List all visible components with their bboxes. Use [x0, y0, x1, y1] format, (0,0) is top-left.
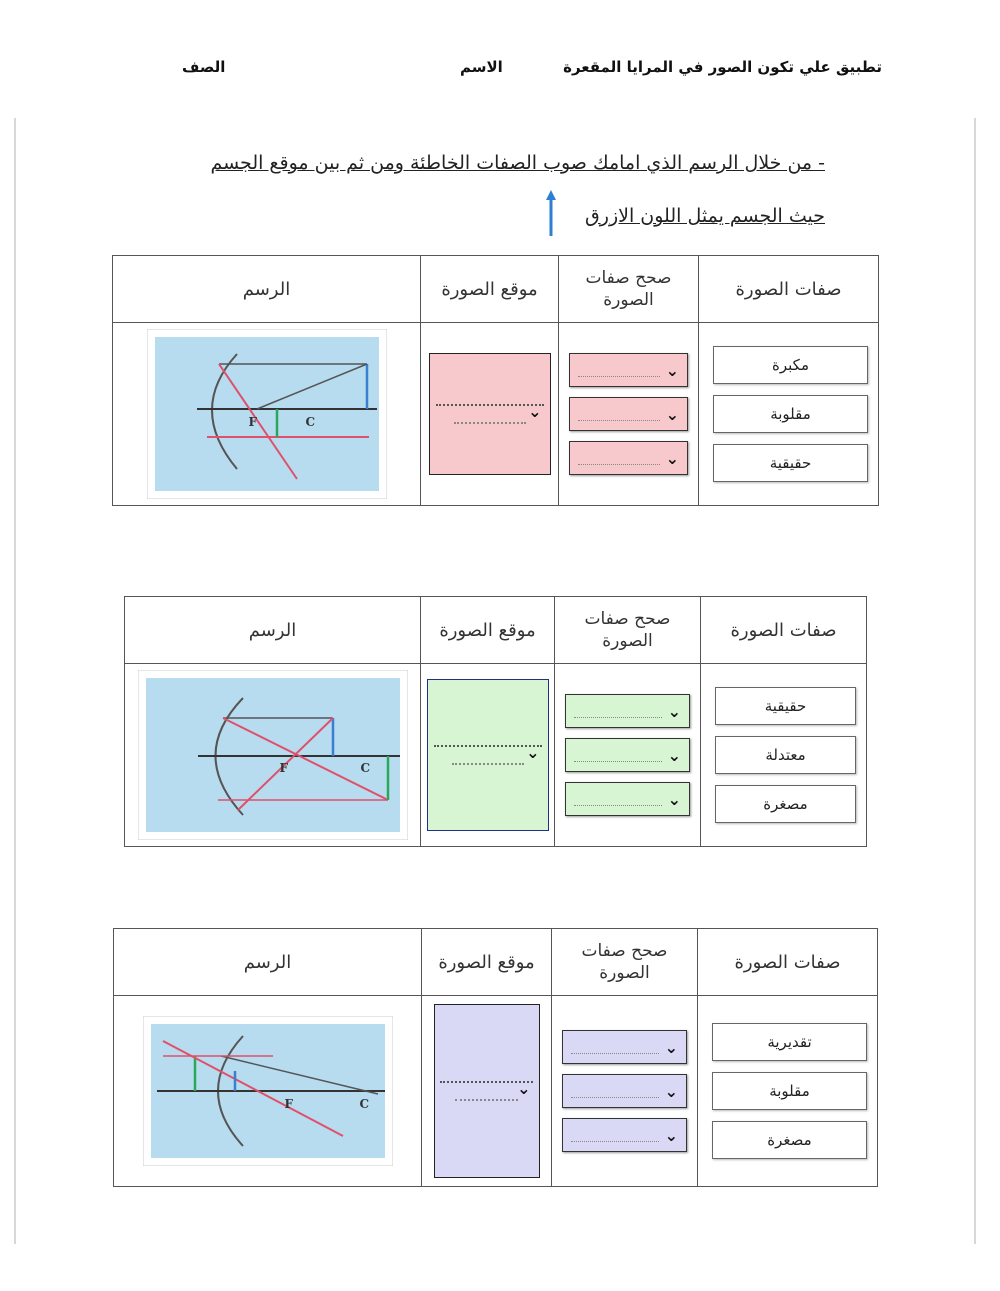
table-row — [125, 664, 867, 847]
location-cell — [422, 996, 552, 1187]
correction-dropdown[interactable] — [569, 441, 688, 475]
chevron-down-icon: ⌄ — [664, 1125, 678, 1145]
correction-dropdown[interactable] — [562, 1118, 687, 1152]
correction-dropdown[interactable] — [562, 1030, 687, 1064]
chevron-down-icon: ⌄ — [667, 701, 681, 721]
chevron-down-icon: ⌄ — [667, 745, 681, 765]
correction-dropdown[interactable] — [569, 353, 688, 387]
header-properties: صفات الصورة — [701, 597, 867, 664]
table-header-row — [113, 256, 879, 323]
instruction-line-2: حيث الجسم يمثل اللون الازرق — [585, 205, 825, 227]
chevron-down-icon: ⌄ — [528, 402, 542, 421]
object-arrow-icon — [546, 190, 556, 236]
location-cell — [421, 664, 555, 847]
table-header-row — [125, 597, 867, 664]
mirror-ray-diagram-1 — [147, 329, 387, 499]
correction-dropdown[interactable] — [565, 694, 690, 728]
correction-dropdown[interactable] — [565, 738, 690, 772]
header-image-location: موقع الصورة — [421, 597, 555, 664]
header-correct-properties: صحح صفات الصورة — [555, 597, 701, 664]
chevron-down-icon: ⌄ — [517, 1079, 531, 1098]
focus-label: F — [278, 761, 288, 775]
focus-label: F — [247, 415, 257, 429]
property-box: معتدلة — [715, 736, 856, 774]
property-box: مصغرة — [715, 785, 856, 823]
header-correct-properties: صحح صفات الصورة — [552, 929, 698, 996]
location-cell — [421, 323, 559, 506]
center-label: C — [359, 761, 370, 775]
header-drawing: الرسم — [113, 256, 421, 323]
drawing-cell — [114, 996, 422, 1187]
correction-dropdown[interactable] — [565, 782, 690, 816]
property-box: مكبرة — [713, 346, 868, 384]
property-box: تقديرية — [712, 1023, 867, 1061]
header-drawing: الرسم — [114, 929, 422, 996]
mirror-ray-diagram-3 — [143, 1016, 393, 1166]
chevron-down-icon: ⌄ — [664, 1037, 678, 1057]
name-label: الاسم — [460, 58, 503, 76]
table-row — [113, 323, 879, 506]
header-properties: صفات الصورة — [699, 256, 879, 323]
worksheet-title: تطبيق علي تكون الصور في المرايا المقعرة — [563, 58, 882, 76]
correction-cell — [559, 323, 699, 506]
correction-cell — [552, 996, 698, 1187]
instruction-line-1: - من خلال الرسم الذي امامك صوب الصفات الخاطئة ومن ثم بين موقع الجسم — [210, 152, 825, 174]
worksheet-table-2 — [124, 596, 867, 847]
property-box: مقلوبة — [712, 1072, 867, 1110]
chevron-down-icon: ⌄ — [665, 404, 679, 424]
worksheet-table-1 — [112, 255, 879, 506]
header-correct-properties: صحح صفات الصورة — [559, 256, 699, 323]
properties-cell — [701, 664, 867, 847]
location-dropdown[interactable] — [429, 353, 551, 475]
correction-cell — [555, 664, 701, 847]
drawing-cell — [125, 664, 421, 847]
table-row — [114, 996, 878, 1187]
chevron-down-icon: ⌄ — [526, 743, 540, 762]
mirror-ray-diagram-2 — [138, 670, 408, 840]
drawing-cell — [113, 323, 421, 506]
header-properties: صفات الصورة — [698, 929, 878, 996]
location-dropdown[interactable] — [434, 1004, 540, 1178]
property-box: حقيقية — [715, 687, 856, 725]
worksheet-table-3 — [113, 928, 878, 1187]
property-box: حقيقية — [713, 444, 868, 482]
header-image-location: موقع الصورة — [422, 929, 552, 996]
correction-dropdown[interactable] — [562, 1074, 687, 1108]
center-label: C — [304, 415, 315, 429]
chevron-down-icon: ⌄ — [665, 360, 679, 380]
properties-cell — [698, 996, 878, 1187]
table-header-row — [114, 929, 878, 996]
properties-cell — [699, 323, 879, 506]
focus-label: F — [283, 1097, 293, 1111]
correction-dropdown[interactable] — [569, 397, 688, 431]
chevron-down-icon: ⌄ — [665, 448, 679, 468]
chevron-down-icon: ⌄ — [667, 789, 681, 809]
center-label: C — [358, 1097, 369, 1111]
property-box: مقلوبة — [713, 395, 868, 433]
header-drawing: الرسم — [125, 597, 421, 664]
location-dropdown[interactable] — [427, 679, 549, 831]
chevron-down-icon: ⌄ — [664, 1081, 678, 1101]
class-label: الصف — [182, 58, 226, 76]
header-image-location: موقع الصورة — [421, 256, 559, 323]
property-box: مصغرة — [712, 1121, 867, 1159]
